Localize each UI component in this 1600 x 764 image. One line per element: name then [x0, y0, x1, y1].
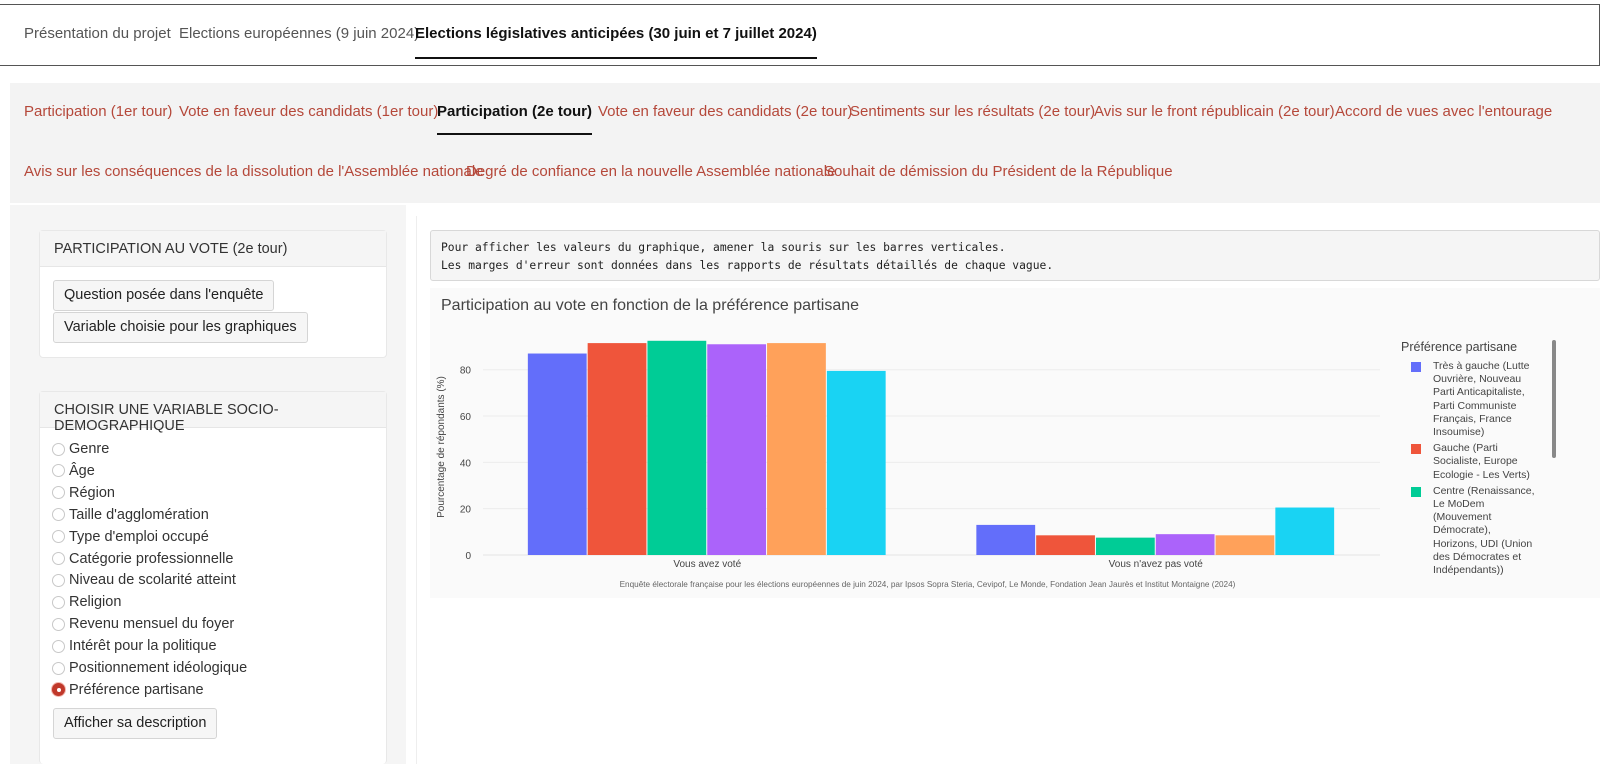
legend-item[interactable]: [1401, 442, 1561, 482]
variable-option-label: Positionnement idéologique: [69, 660, 248, 676]
y-tick-label: 40: [459, 458, 471, 470]
x-tick-label: Vous n'avez pas voté: [1108, 559, 1203, 570]
variable-option-label: Type d'emploi occupé: [69, 528, 209, 545]
sub-tab-accord-entourage[interactable]: Accord de vues avec l'entourage: [1335, 103, 1553, 120]
participation-panel-title: PARTICIPATION AU VOTE (2e tour): [40, 231, 386, 267]
y-tick-label: 0: [465, 551, 471, 562]
bar[interactable]: [767, 343, 826, 555]
y-tick-label: 80: [459, 365, 471, 377]
bar[interactable]: [976, 525, 1035, 555]
bar[interactable]: [707, 344, 766, 555]
sub-tab-participation-2e-tour[interactable]: Participation (2e tour): [437, 103, 593, 120]
legend-title: Préférence partisane: [1401, 340, 1518, 354]
y-axis-title: Pourcentage de répondants (%): [436, 376, 447, 518]
variable-option-label: Taille d'agglomération: [69, 506, 209, 523]
sub-tab-demission-president[interactable]: Souhait de démission du Président de la République: [824, 163, 1173, 180]
variable-option-label: Genre: [69, 441, 110, 457]
top-tab-europeennes[interactable]: Elections européennes (9 juin 2024): [179, 25, 420, 42]
legend-label: Centre (Renaissance, Le MoDem (Mouvement Démocrate), Horizons, UDI (Union des Démocrates et Indépendants)): [1433, 484, 1535, 577]
bar[interactable]: [647, 341, 706, 555]
top-tab-presentation[interactable]: Présentation du projet: [24, 25, 171, 42]
variable-option-label: Région: [69, 484, 115, 501]
y-tick-label: 20: [459, 504, 471, 516]
sub-tab-front-republicain[interactable]: Avis sur le front républicain (2e tour): [1094, 103, 1335, 120]
variable-button[interactable]: Variable choisie pour les graphiques: [53, 312, 308, 343]
x-tick-label: Vous avez voté: [673, 559, 742, 570]
bar[interactable]: [1156, 534, 1215, 555]
legend-swatch: [1411, 444, 1421, 454]
bar[interactable]: [588, 343, 647, 555]
legend-swatch: [1411, 487, 1421, 497]
legend-label: Gauche (Parti Socialiste, Europe Ecologie - Les Verts): [1433, 442, 1530, 481]
variable-option-label: Niveau de scolarité atteint: [69, 572, 236, 589]
y-tick-label: 60: [459, 412, 471, 424]
top-tab-legislatives[interactable]: Elections législatives anticipées (30 juin et 7 juillet 2024): [415, 25, 817, 42]
legend-scrollbar[interactable]: [1552, 340, 1556, 458]
variable-option-label: Âge: [69, 462, 95, 479]
variable-option-label: Préférence partisane: [69, 681, 204, 698]
variable-option-label: Religion: [69, 594, 122, 611]
legend-item[interactable]: [1401, 360, 1561, 439]
info-line-2: Les marges d'erreur sont données dans les rapports de résultats détaillés de chaque vague.: [441, 259, 1054, 272]
legend-label: Très à gauche (Lutte Ouvrière, Nouveau Parti Anticapitaliste, Parti Communiste Français, France Insoumise): [1433, 360, 1530, 439]
chart-caption: Enquête électorale française pour les élections européennes de juin 2024, par Ipsos Sopra Steria, Cevipof, Le Monde, Fondation Jean Jaurès et Institut Montaigne (2024): [619, 580, 1236, 589]
chart-title: Participation au vote en fonction de la préférence partisane: [441, 297, 860, 314]
variable-option-label: Intérêt pour la politique: [69, 638, 217, 655]
sub-tab-participation-1er-tour[interactable]: Participation (1er tour): [24, 103, 173, 120]
sub-tab-sentiments-resultats[interactable]: Sentiments sur les résultats (2e tour): [850, 103, 1096, 120]
socio-demographic-panel-title: CHOISIR UNE VARIABLE SOCIO- DEMOGRAPHIQUE: [40, 392, 386, 428]
sub-tab-consequences-dissolution[interactable]: Avis sur les conséquences de la dissolution de l'Assemblée nationale: [24, 163, 484, 180]
bar[interactable]: [1216, 535, 1275, 555]
description-button[interactable]: Afficher sa description: [53, 708, 217, 739]
chart-legend: [1401, 340, 1561, 577]
sub-tab-vote-candidats-2e-tour[interactable]: Vote en faveur des candidats (2e tour): [598, 103, 853, 120]
bar[interactable]: [1275, 508, 1334, 555]
sub-tab-confiance-assemblee[interactable]: Degré de confiance en la nouvelle Assemblée nationale: [466, 163, 836, 180]
sub-tab-vote-candidats-1er-tour[interactable]: Vote en faveur des candidats (1er tour): [179, 103, 439, 120]
bar[interactable]: [1036, 535, 1095, 555]
variable-option-label: Catégorie professionnelle: [69, 550, 234, 567]
variable-option-label: Revenu mensuel du foyer: [69, 616, 235, 633]
bar[interactable]: [827, 371, 886, 555]
legend-item[interactable]: [1401, 485, 1561, 577]
question-button[interactable]: Question posée dans l'enquête: [53, 280, 274, 311]
bar[interactable]: [1096, 538, 1155, 555]
legend-swatch: [1411, 362, 1421, 372]
info-line-1: Pour afficher les valeurs du graphique, amener la souris sur les barres verticales.: [441, 241, 1006, 254]
bar[interactable]: [528, 354, 587, 555]
